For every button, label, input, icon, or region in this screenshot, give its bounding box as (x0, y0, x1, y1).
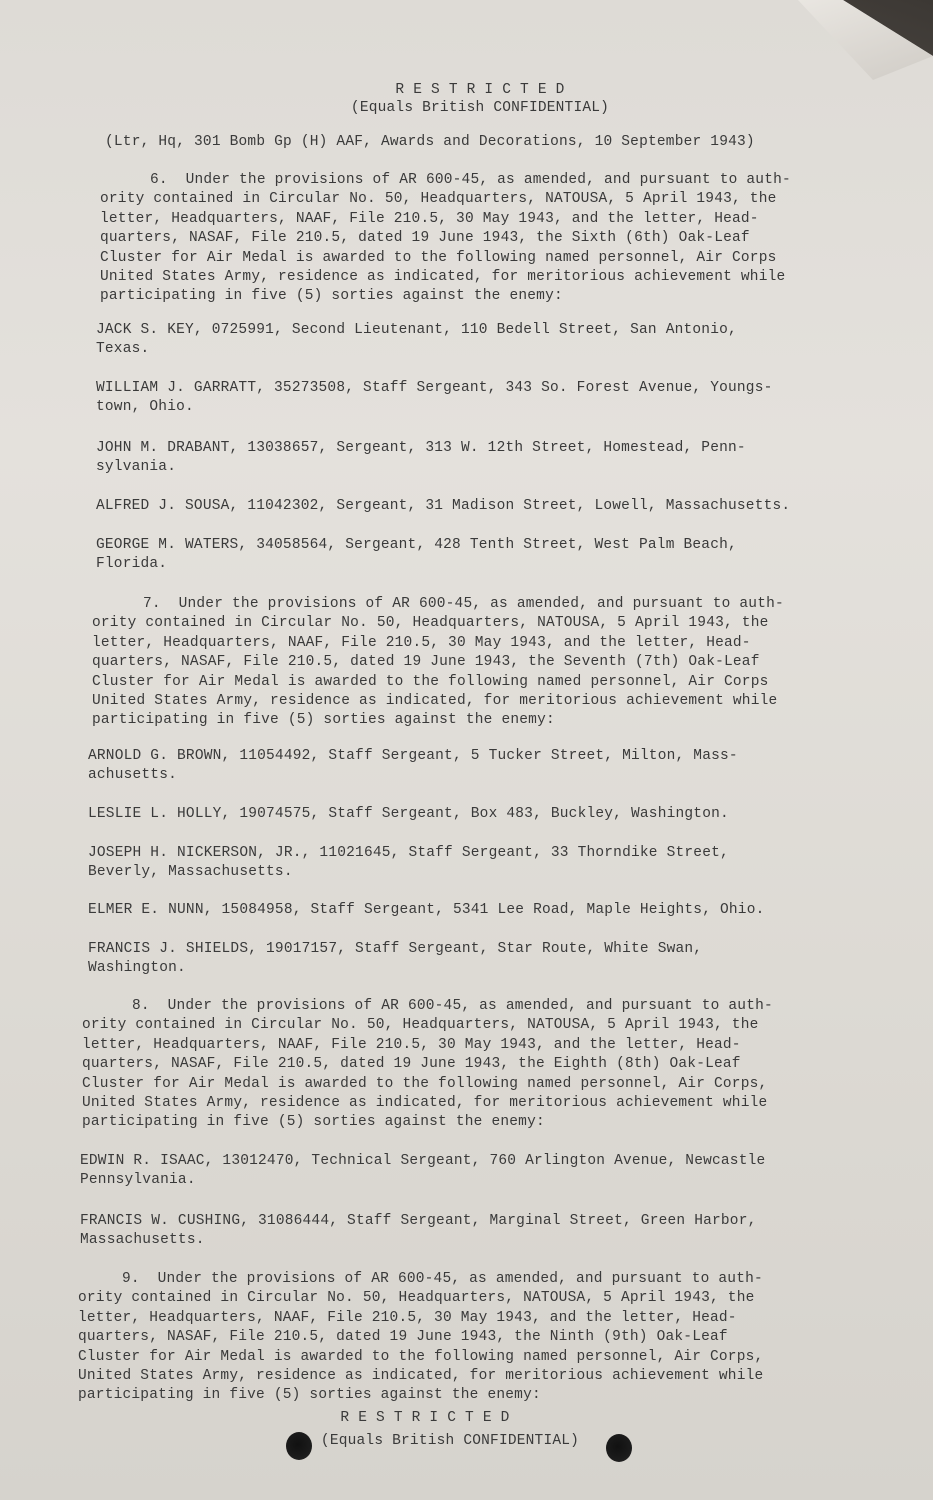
paragraph-8-line: United States Army, residence as indicated, for meritorious achievement while (82, 1095, 768, 1111)
paragraph-6-line: Cluster for Air Medal is awarded to the following named personnel, Air Corps (100, 249, 777, 266)
paragraph-6-line: letter, Headquarters, NAAF, File 210.5, 30 May 1943, and the letter, Head- (100, 210, 759, 227)
awardee-entry-line: EDWIN R. ISAAC, 13012470, Technical Sergeant, 760 Arlington Avenue, Newcastle (80, 1153, 766, 1169)
awardee-entry-line: LESLIE L. HOLLY, 19074575, Staff Sergeant, Box 483, Buckley, Washington. (88, 806, 729, 822)
awardee-entry-line: FRANCIS J. SHIELDS, 19017157, Staff Sergeant, Star Route, White Swan, (88, 941, 703, 957)
awardee-entry-line: Beverly, Massachusetts. (88, 864, 293, 881)
paragraph-7-line: Cluster for Air Medal is awarded to the following named personnel, Air Corps (92, 673, 769, 690)
awardee-entry-line: Pennsylvania. (80, 1172, 196, 1189)
paragraph-9-line: Cluster for Air Medal is awarded to the following named personnel, Air Corps, (78, 1348, 764, 1365)
paragraph-8-line: 8. Under the provisions of AR 600-45, as amended, and pursuant to auth- (132, 998, 773, 1014)
paragraph-7-line: ority contained in Circular No. 50, Headquarters, NATOUSA, 5 April 1943, the (92, 615, 769, 632)
paragraph-6-line: ority contained in Circular No. 50, Headquarters, NATOUSA, 5 April 1943, the (100, 191, 777, 208)
awardee-entry-line: ARNOLD G. BROWN, 11054492, Staff Sergeant, 5 Tucker Street, Milton, Mass- (88, 748, 738, 764)
awardee-entry-line: WILLIAM J. GARRATT, 35273508, Staff Sergeant, 343 So. Forest Avenue, Youngs- (96, 380, 773, 396)
paragraph-6-line: 6. Under the provisions of AR 600-45, as amended, and pursuant to auth- (150, 172, 791, 188)
header-equivalent: (Equals British CONFIDENTIAL) (350, 100, 610, 116)
paragraph-9-line: 9. Under the provisions of AR 600-45, as amended, and pursuant to auth- (122, 1271, 763, 1287)
paragraph-6-line: participating in five (5) sorties against the enemy: (100, 288, 563, 305)
footer-classification: R E S T R I C T E D (340, 1410, 510, 1426)
footer-equivalent: (Equals British CONFIDENTIAL) (320, 1433, 580, 1449)
reference-line: (Ltr, Hq, 301 Bomb Gp (H) AAF, Awards and Decorations, 10 September 1943) (105, 134, 755, 150)
awardee-entry-line: FRANCIS W. CUSHING, 31086444, Staff Sergeant, Marginal Street, Green Harbor, (80, 1213, 757, 1229)
awardee-entry-line: Florida. (96, 556, 168, 573)
punch-hole-right (606, 1434, 632, 1462)
awardee-entry-line: achusetts. (88, 767, 178, 784)
paragraph-9-line: ority contained in Circular No. 50, Headquarters, NATOUSA, 5 April 1943, the (78, 1290, 755, 1307)
paragraph-9-line: participating in five (5) sorties against the enemy: (78, 1387, 541, 1404)
awardee-entry-line: sylvania. (96, 459, 177, 476)
paragraph-8-line: ority contained in Circular No. 50, Headquarters, NATOUSA, 5 April 1943, the (82, 1017, 759, 1034)
paragraph-7-line: 7. Under the provisions of AR 600-45, as amended, and pursuant to auth- (143, 596, 784, 612)
paragraph-6-line: United States Army, residence as indicated, for meritorious achievement while (100, 269, 786, 285)
paragraph-8-line: letter, Headquarters, NAAF, File 210.5, 30 May 1943, and the letter, Head- (82, 1036, 741, 1053)
paragraph-9-line: letter, Headquarters, NAAF, File 210.5, 30 May 1943, and the letter, Head- (78, 1309, 737, 1326)
awardee-entry-line: GEORGE M. WATERS, 34058564, Sergeant, 428 Tenth Street, West Palm Beach, (96, 537, 737, 553)
awardee-entry-line: JOSEPH H. NICKERSON, JR., 11021645, Staff Sergeant, 33 Thorndike Street, (88, 845, 729, 861)
paragraph-7-line: quarters, NASAF, File 210.5, dated 19 June 1943, the Seventh (7th) Oak-Leaf (92, 654, 760, 671)
paragraph-7-line: participating in five (5) sorties against the enemy: (92, 712, 555, 729)
paragraph-9-line: United States Army, residence as indicated, for meritorious achievement while (78, 1368, 764, 1384)
paragraph-8-line: Cluster for Air Medal is awarded to the following named personnel, Air Corps, (82, 1075, 768, 1092)
awardee-entry-line: Washington. (88, 960, 186, 977)
punch-hole-left (286, 1432, 312, 1460)
awardee-entry-line: ALFRED J. SOUSA, 11042302, Sergeant, 31 Madison Street, Lowell, Massachusetts. (96, 498, 791, 514)
paragraph-7-line: United States Army, residence as indicated, for meritorious achievement while (92, 693, 778, 709)
paragraph-8-line: participating in five (5) sorties against the enemy: (82, 1114, 545, 1131)
awardee-entry-line: town, Ohio. (96, 399, 194, 416)
awardee-entry-line: Texas. (96, 341, 150, 358)
paragraph-9-line: quarters, NASAF, File 210.5, dated 19 June 1943, the Ninth (9th) Oak-Leaf (78, 1329, 728, 1346)
awardee-entry-line: JACK S. KEY, 0725991, Second Lieutenant, 110 Bedell Street, San Antonio, (96, 322, 737, 338)
awardee-entry-line: JOHN M. DRABANT, 13038657, Sergeant, 313 W. 12th Street, Homestead, Penn- (96, 440, 746, 456)
awardee-entry-line: Massachusetts. (80, 1232, 205, 1249)
header-classification: R E S T R I C T E D (395, 82, 565, 98)
paragraph-7-line: letter, Headquarters, NAAF, File 210.5, 30 May 1943, and the letter, Head- (92, 634, 751, 651)
awardee-entry-line: ELMER E. NUNN, 15084958, Staff Sergeant, 5341 Lee Road, Maple Heights, Ohio. (88, 902, 765, 918)
paragraph-6-line: quarters, NASAF, File 210.5, dated 19 June 1943, the Sixth (6th) Oak-Leaf (100, 230, 750, 247)
paragraph-8-line: quarters, NASAF, File 210.5, dated 19 June 1943, the Eighth (8th) Oak-Leaf (82, 1056, 741, 1073)
